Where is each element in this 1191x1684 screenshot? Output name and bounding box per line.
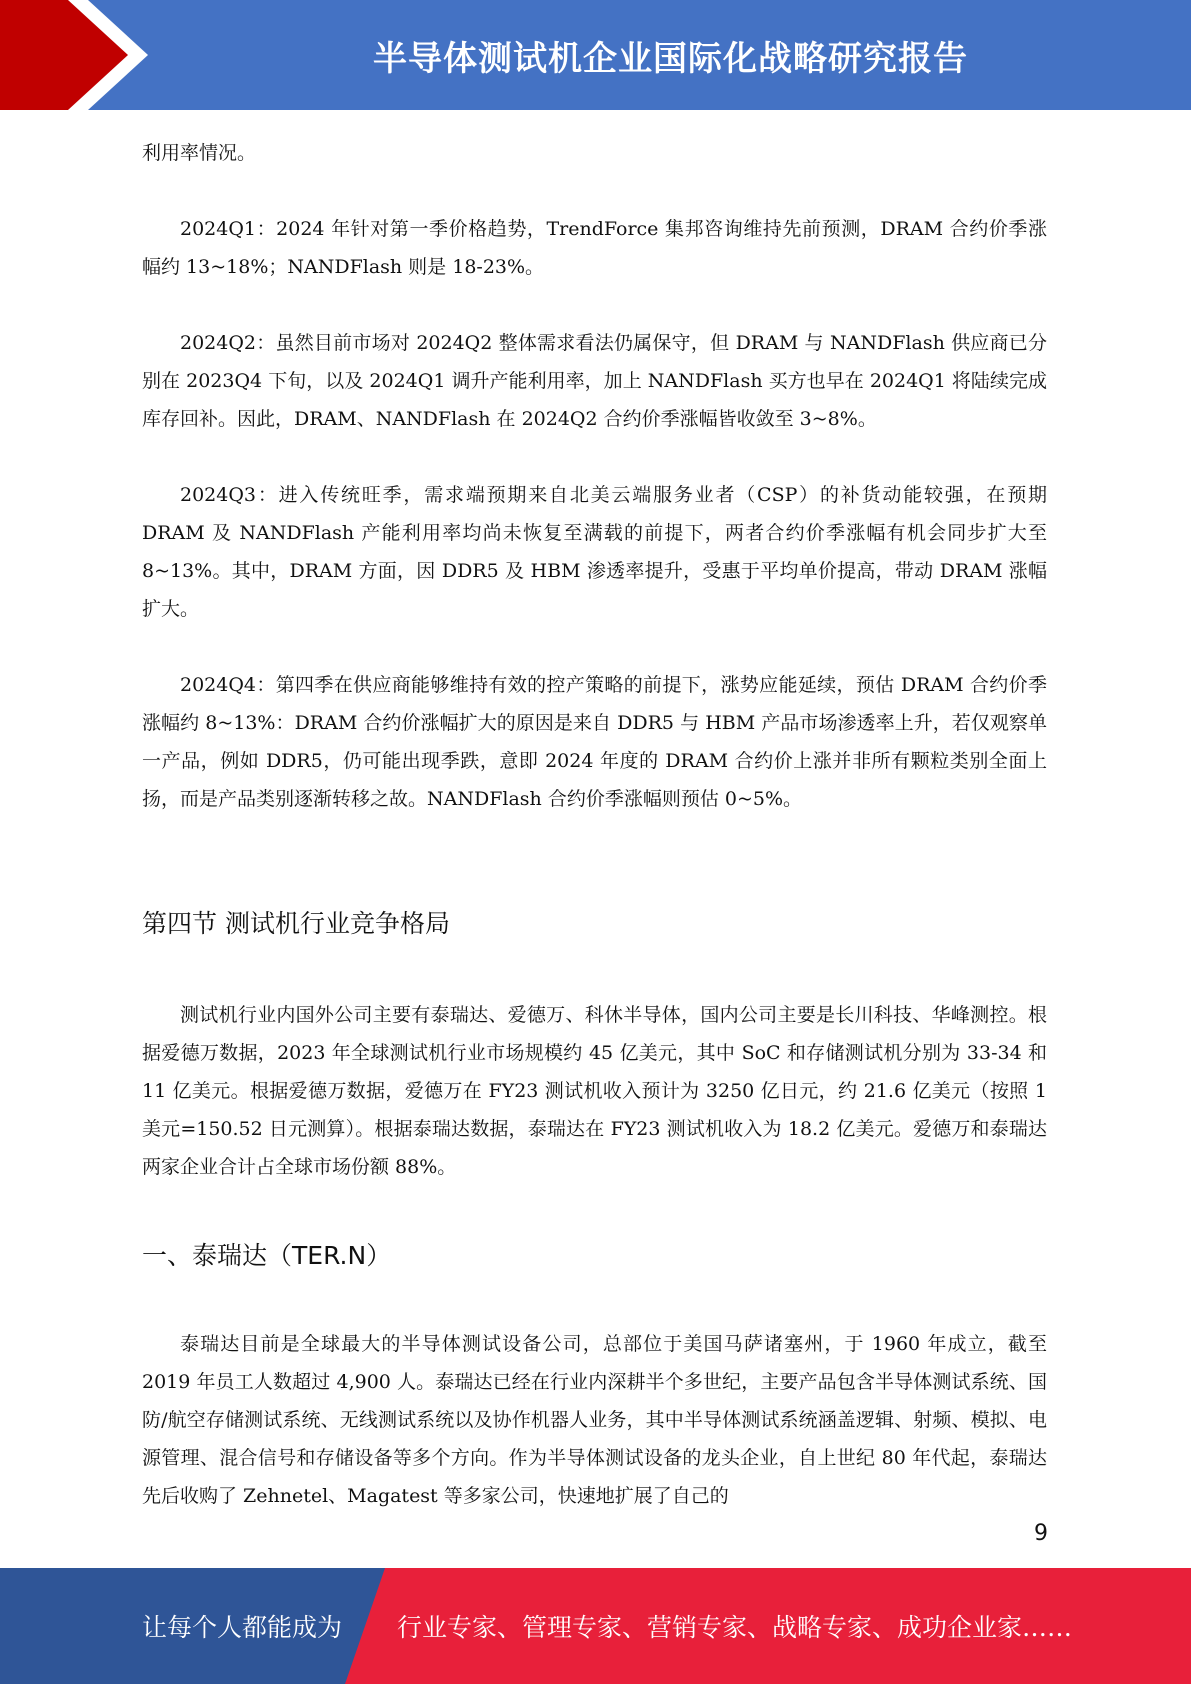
paragraph: 测试机行业内国外公司主要有泰瑞达、爱德万、科休半导体，国内公司主要是长川科技、华峰测控。根据爱德万数据，2023 年全球测试机行业市场规模约 45 亿美元，其中 SoC 和存储测试机分别为 33-34 和 11 亿美元。根据爱德万数据，爱德万在 FY23 测试机收入预计为 3250 亿日元，约 21.6 亿美元（按照 1 美元=150.52 日元测算）。根据泰瑞达数据，泰瑞达在 FY23 测试机收入为 18.2 亿美元。爱德万和泰瑞达两家企业合计占全球市场份额 88%。 bbox=[142, 1004, 1047, 1178]
paragraph-competition bbox=[142, 996, 1047, 1186]
section-heading: 第四节 测试机行业竞争格局 bbox=[142, 909, 450, 938]
paragraph: 2024Q2：虽然目前市场对 2024Q2 整体需求看法仍属保守，但 DRAM 与 NANDFlash 供应商已分别在 2023Q4 下旬，以及 2024Q1 调升产能利用率，加上 NANDFlash 买方也早在 2024Q1 将陆续完成库存回补。因此，DRAM、NANDFlash 在 2024Q2 合约价季涨幅皆收敛至 3~8%。 bbox=[142, 332, 1047, 430]
paragraph: 泰瑞达目前是全球最大的半导体测试设备公司，总部位于美国马萨诸塞州，于 1960 年成立，截至 2019 年员工人数超过 4,900 人。泰瑞达已经在行业内深耕半个多世纪，主要产品包含半导体测试系统、国防/航空存储测试系统、无线测试系统以及协作机器人业务，其中半导体测试系统涵盖逻辑、射频、模拟、电源管理、混合信号和存储设备等多个方向。作为半导体测试设备的龙头企业，自上世纪 80 年代起，泰瑞达先后收购了 Zehnetel、Magatest 等多家公司，快速地扩展了自己的 bbox=[142, 1333, 1047, 1507]
page-header bbox=[0, 0, 1191, 110]
page-number: 9 bbox=[1034, 1521, 1048, 1546]
paragraph: 2024Q4：第四季在供应商能够维持有效的控产策略的前提下，涨势应能延续，预估 DRAM 合约价季涨幅约 8~13%：DRAM 合约价涨幅扩大的原因是来自 DDR5 与 HBM 产品市场渗透率上升，若仅观察单一产品，例如 DDR5，仍可能出现季跌，意即 2024 年度的 DRAM 合约价上涨并非所有颗粒类别全面上扬，而是产品类别逐渐转移之故。NANDFlash 合约价季涨幅则预估 0~5%。 bbox=[142, 674, 1047, 810]
paragraph-2024q4 bbox=[142, 666, 1047, 818]
paragraph-2024q3 bbox=[142, 476, 1047, 628]
footer-slogan-left: 让每个人都能成为 bbox=[142, 1613, 343, 1642]
paragraph: 利用率情况。 bbox=[142, 142, 257, 164]
subsection-heading: 一、泰瑞达（TER.N） bbox=[142, 1241, 392, 1270]
paragraph-teradyne bbox=[142, 1325, 1047, 1515]
header-red-arrow-icon bbox=[0, 0, 150, 110]
paragraph: 2024Q3：进入传统旺季，需求端预期来自北美云端服务业者（CSP）的补货动能较强，在预期 DRAM 及 NANDFlash 产能利用率均尚未恢复至满载的前提下，两者合约价季涨幅有机会同步扩大至 8~13%。其中，DRAM 方面，因 DDR5 及 HBM 渗透率提升，受惠于平均单价提高，带动 DRAM 涨幅扩大。 bbox=[142, 484, 1047, 620]
paragraph-2024q1 bbox=[142, 210, 1047, 286]
report-title: 半导体测试机企业国际化战略研究报告 bbox=[373, 38, 968, 79]
page-footer bbox=[0, 1568, 1191, 1684]
paragraph-continuation bbox=[142, 134, 1047, 172]
paragraph-2024q2 bbox=[142, 324, 1047, 438]
paragraph: 2024Q1：2024 年针对第一季价格趋势，TrendForce 集邦咨询维持先前预测，DRAM 合约价季涨幅约 13~18%；NANDFlash 则是 18-23%。 bbox=[142, 218, 1047, 278]
footer-slogan-right: 行业专家、管理专家、营销专家、战略专家、成功企业家…… bbox=[397, 1613, 1073, 1642]
